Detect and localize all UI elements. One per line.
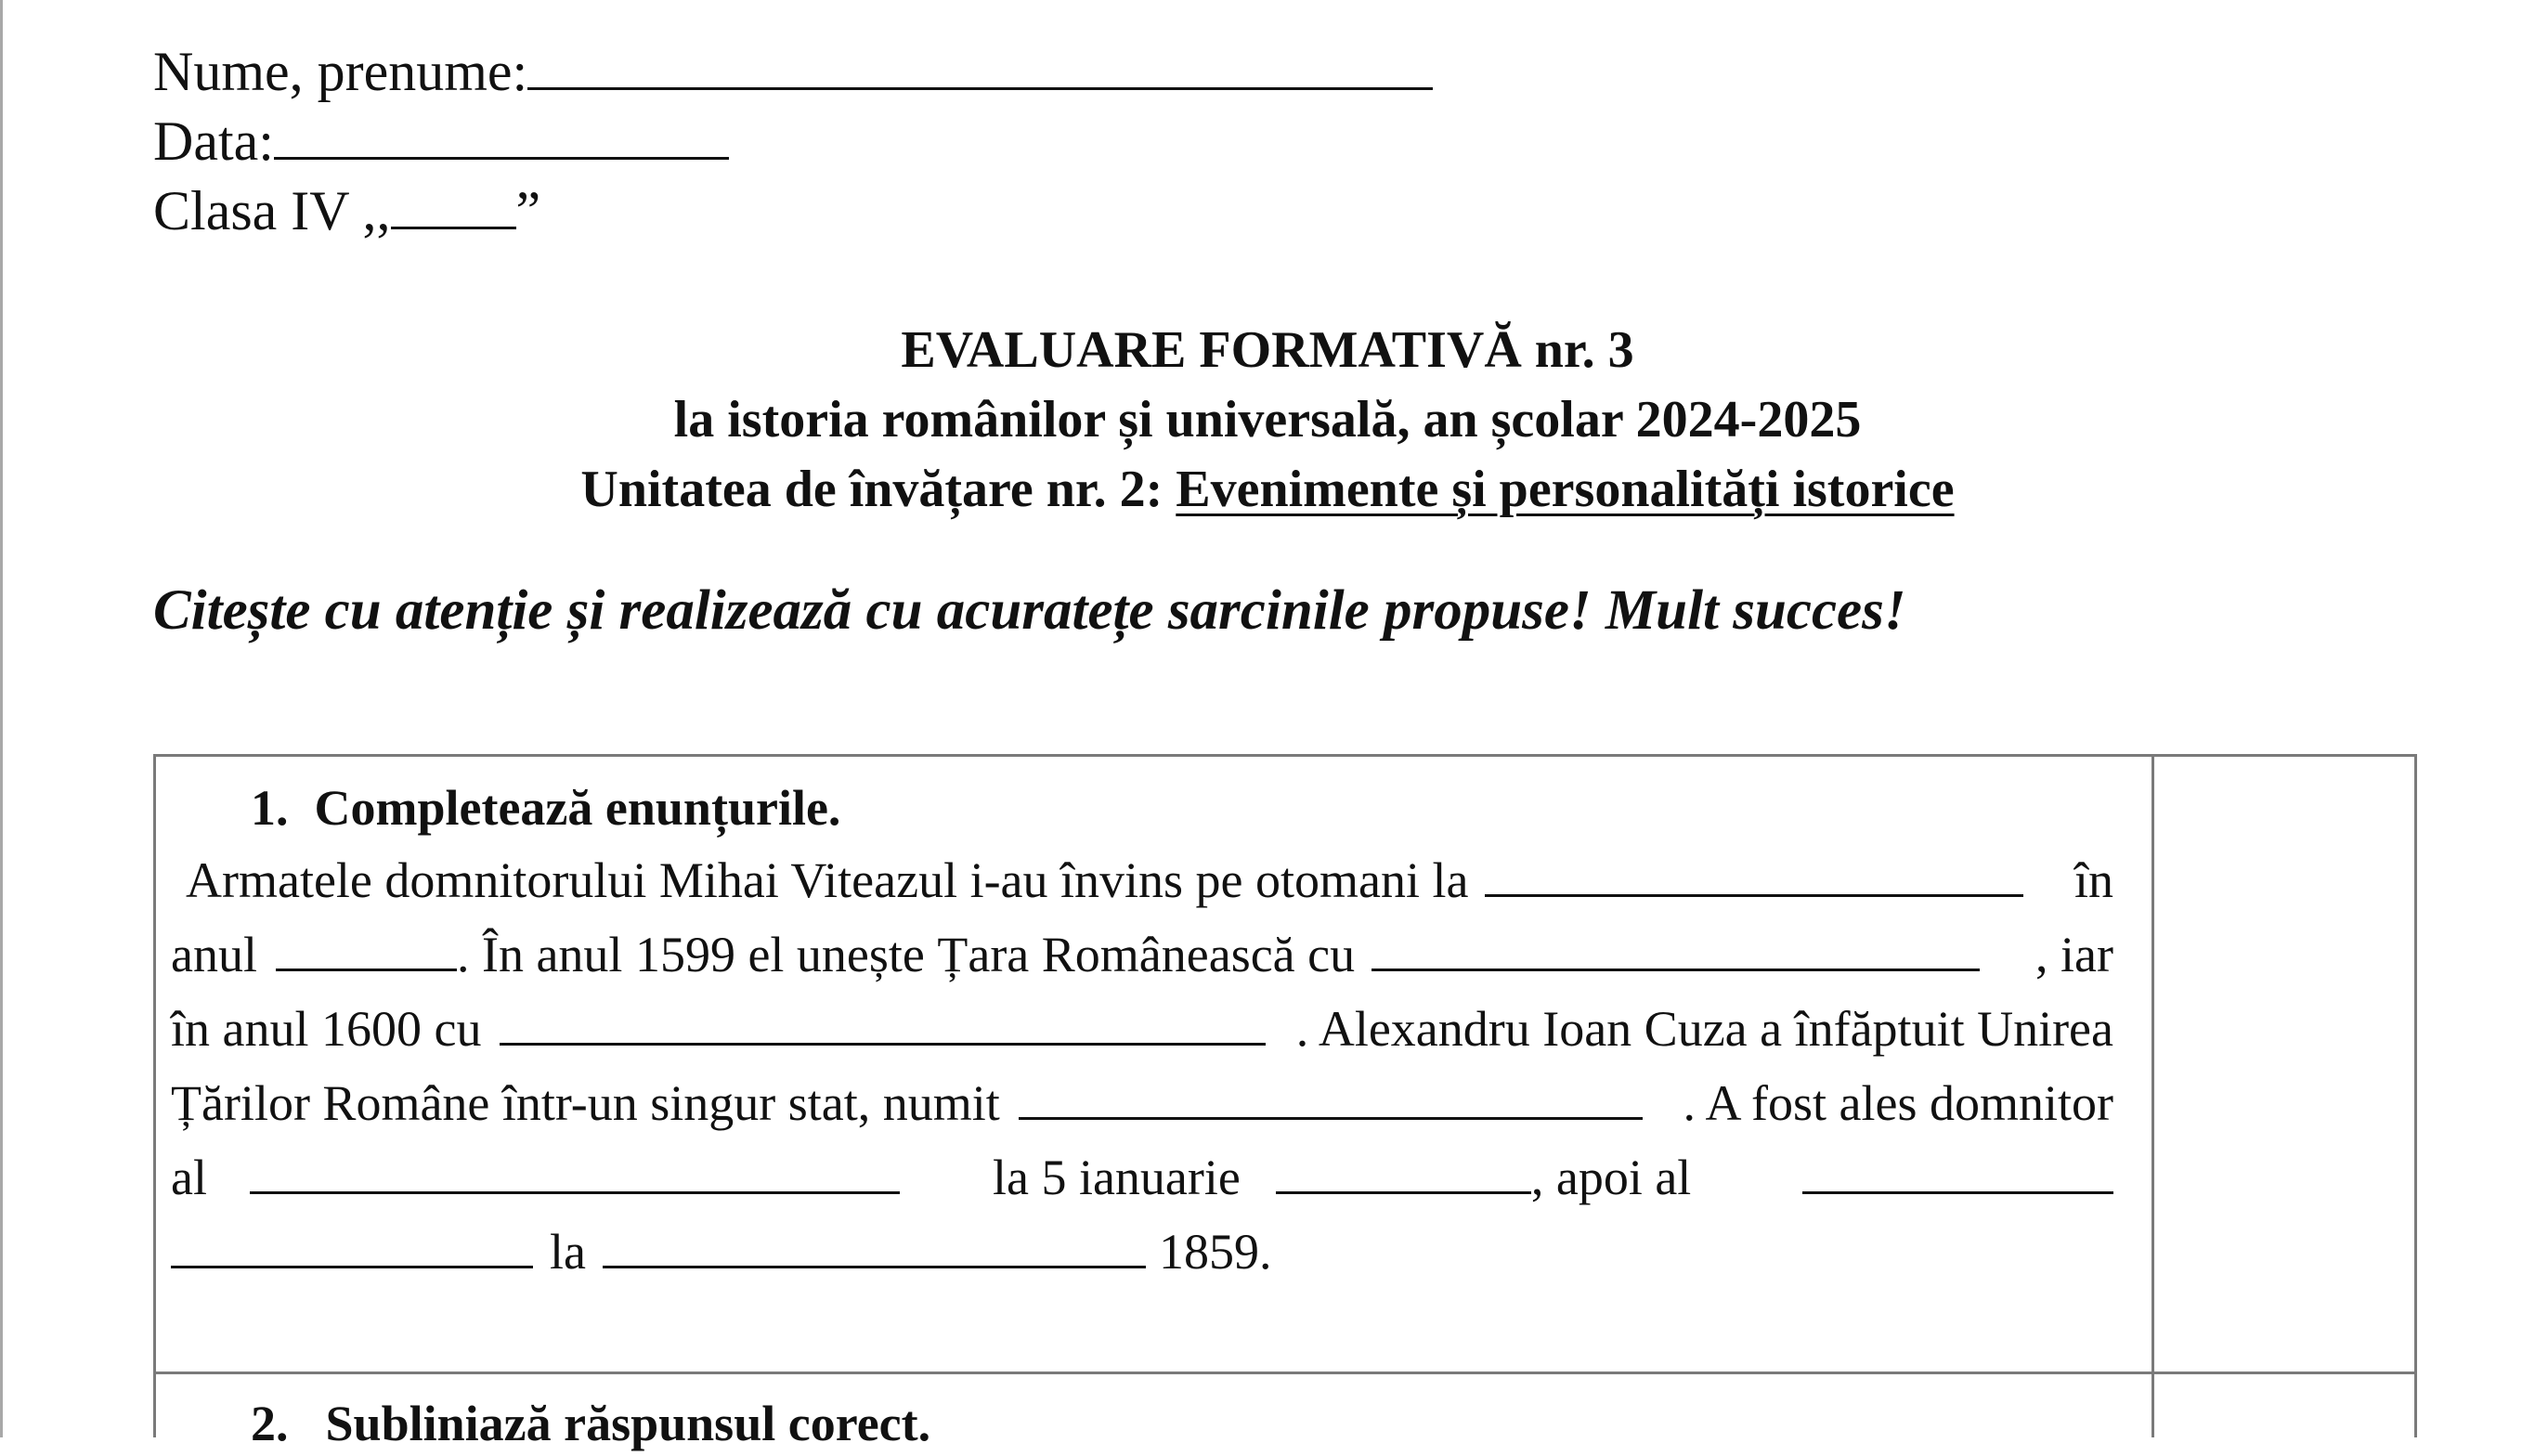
class-blank[interactable] (391, 176, 516, 229)
instruction-text: Citește cu atenție și realizează cu acuratețe sarcinile propuse! Mult succes! (153, 579, 1906, 642)
ex1-text-4a: Țărilor Române într-un singur stat, numit (171, 1075, 1000, 1131)
evaluation-title: EVALUARE FORMATIVĂ nr. 3 (901, 321, 1634, 379)
table-left-border (153, 754, 156, 1437)
ex1-text-1b: în (2074, 852, 2113, 908)
class-line (153, 176, 540, 244)
date-label: Data: (153, 110, 274, 172)
ex1-text-6b: 1859. (1158, 1224, 1272, 1280)
name-blank[interactable] (527, 37, 1433, 90)
date-line (153, 107, 729, 175)
exercise-1-line-1 (171, 848, 2113, 913)
class-close-quote: ” (515, 180, 541, 241)
exercise-1-line-6 (171, 1219, 2113, 1284)
ex1-text-4b: . A fost ales domnitor (1683, 1075, 2113, 1131)
ex1-text-3b: . Alexandru Ioan Cuza a înfăptuit Unirea (1295, 1001, 2113, 1057)
exercise-1-line-4 (171, 1071, 2113, 1136)
class-label: Clasa IV ,, (153, 180, 391, 241)
exercise-2-title: Subliniază răspunsul corect. (325, 1396, 931, 1451)
ex1-blank-second-principality-part1[interactable] (1802, 1149, 2113, 1194)
ex1-blank-region-1600[interactable] (500, 1000, 1266, 1046)
unit-prefix: Unitatea de învățare nr. 2: (580, 461, 1176, 518)
ex1-text-5b: la 5 ianuarie (992, 1150, 1241, 1205)
ex1-blank-region-1599[interactable] (1372, 926, 1980, 971)
date-blank[interactable] (274, 107, 729, 160)
table-top-border (153, 754, 2416, 757)
ex1-text-6a: la (550, 1224, 586, 1280)
ex1-text-3a: în anul 1600 cu (171, 1001, 482, 1057)
exercise-2-heading (251, 1391, 930, 1456)
exercise-1-line-2 (171, 922, 2113, 987)
ex1-blank-battle[interactable] (1485, 852, 2023, 897)
table-row-divider (153, 1372, 2416, 1374)
exercise-1-heading (251, 775, 840, 840)
name-label: Nume, prenume: (153, 41, 528, 102)
table-column-divider (2152, 754, 2154, 1437)
ex1-blank-first-principality[interactable] (250, 1149, 900, 1194)
page-left-edge (0, 0, 3, 1437)
ex1-text-2a: anul (171, 927, 257, 982)
unit-name: Evenimente și personalități istorice (1176, 461, 1955, 518)
unit-title (0, 455, 2535, 524)
exercise-1-number: 1. (251, 780, 289, 836)
table-right-border (2414, 754, 2417, 1437)
ex1-blank-first-year[interactable] (1276, 1149, 1531, 1194)
subject-title: la istoria românilor și universală, an școlar 2024-2025 (673, 391, 1862, 448)
ex1-text-1a: Armatele domnitorului Mihai Viteazul i-au învins pe otomani la (186, 852, 1469, 908)
ex1-text-5a: al (171, 1150, 207, 1205)
ex1-blank-second-date[interactable] (603, 1223, 1146, 1268)
ex1-blank-second-principality-part2[interactable] (171, 1223, 533, 1268)
ex1-blank-state-name[interactable] (1019, 1074, 1643, 1120)
exercise-1-line-3 (171, 996, 2113, 1061)
ex1-text-5c: , apoi al (1530, 1150, 1692, 1205)
exercise-1-title: Completează enunțurile. (314, 780, 841, 836)
ex1-text-2b: . În anul 1599 el unește Țara Românească cu (456, 927, 1356, 982)
student-name-line (153, 37, 1433, 105)
exercise-2-number: 2. (251, 1396, 289, 1451)
ex1-blank-year[interactable] (276, 926, 457, 971)
ex1-text-2c: , iar (2035, 927, 2113, 982)
exercise-1-line-5 (171, 1145, 2113, 1210)
